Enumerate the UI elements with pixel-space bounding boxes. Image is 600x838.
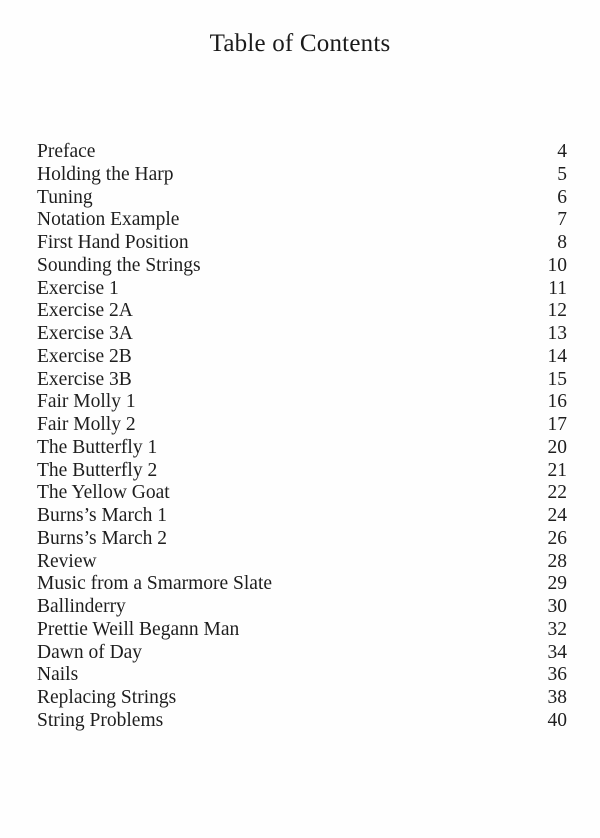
toc-entry: [37, 460, 567, 483]
toc-entry-title: Holding the Harp: [37, 163, 174, 185]
toc-entry-page: 32: [547, 618, 567, 640]
toc-entry-page: 34: [547, 641, 567, 663]
toc-entry: [37, 232, 567, 255]
toc-entry: [37, 687, 567, 710]
toc-entry-title: Preface: [37, 141, 96, 162]
toc-entry-page: 21: [547, 459, 567, 481]
toc-entry-page: 5: [557, 163, 567, 185]
toc-entry-title: First Hand Position: [37, 232, 189, 253]
toc-entry-title: Sounding the Strings: [37, 254, 201, 276]
toc-entry-page: 13: [547, 323, 567, 344]
toc-entry-page: 26: [547, 527, 567, 549]
toc-entry-title: The Butterfly 1: [37, 436, 158, 458]
toc-entry-title: Notation Example: [37, 209, 180, 231]
toc-entry-page: 12: [547, 300, 567, 322]
toc-entry-title: The Butterfly 2: [37, 459, 158, 481]
toc-entry-title: Exercise 3A: [37, 323, 133, 344]
toc-entry: [37, 437, 567, 460]
toc-entry: [37, 346, 567, 369]
toc-entry: [37, 596, 567, 619]
toc-entry: [37, 209, 567, 232]
toc-entry-title: Exercise 3B: [37, 368, 132, 390]
toc-entry: [37, 187, 567, 210]
toc-entry-title: Music from a Smarmore Slate: [37, 573, 273, 595]
toc-entry-title: Fair Molly 2: [37, 414, 136, 435]
toc-entry: [37, 619, 567, 642]
toc-entry-page: 30: [547, 596, 567, 617]
toc-entry-title: Dawn of Day: [37, 641, 143, 663]
toc-entry-title: Tuning: [37, 186, 93, 208]
toc-entry: [37, 414, 567, 437]
toc-entry-title: Replacing Strings: [37, 687, 177, 708]
toc-entry-title: Exercise 1: [37, 277, 119, 299]
toc-entry: [37, 505, 567, 528]
toc-entry: [37, 369, 567, 392]
toc-entry-page: 28: [547, 550, 567, 572]
toc-entry: [37, 255, 567, 278]
toc-entry-page: 10: [547, 254, 567, 276]
toc-entry-page: 4: [557, 141, 567, 162]
toc-entry: [37, 141, 567, 164]
toc-entry-page: 6: [557, 186, 567, 208]
toc-entry: [37, 482, 567, 505]
toc-entry: [37, 164, 567, 187]
toc-entry-title: Burns’s March 1: [37, 505, 167, 526]
toc-entry-page: 40: [547, 709, 567, 731]
toc-entry: [37, 551, 567, 574]
toc-entry-title: Exercise 2B: [37, 345, 132, 367]
toc-entry-page: 36: [547, 664, 567, 686]
toc-entry-page: 17: [547, 414, 567, 435]
toc-entry-page: 29: [547, 573, 567, 595]
toc-entry: [37, 391, 567, 414]
toc-entry-title: Exercise 2A: [37, 300, 133, 322]
toc-entry: [37, 710, 567, 733]
toc-entry-title: String Problems: [37, 709, 164, 731]
toc-entry-title: Prettie Weill Begann Man: [37, 618, 240, 640]
toc-entry-title: The Yellow Goat: [37, 482, 170, 504]
toc-entry-page: 7: [557, 209, 567, 231]
table-of-contents: [37, 141, 567, 733]
toc-entry: [37, 300, 567, 323]
toc-entry-page: 16: [547, 391, 567, 413]
toc-entry: [37, 642, 567, 665]
toc-entry: [37, 278, 567, 301]
page-title: Table of Contents: [209, 30, 391, 57]
toc-entry-page: 38: [547, 687, 567, 708]
toc-entry: [37, 323, 567, 346]
toc-entry-title: Fair Molly 1: [37, 391, 136, 413]
toc-entry: [37, 573, 567, 596]
toc-entry-title: Burns’s March 2: [37, 527, 167, 549]
toc-entry-title: Review: [37, 550, 97, 572]
toc-entry-page: 24: [547, 505, 567, 526]
toc-entry: [37, 528, 567, 551]
toc-entry-title: Nails: [37, 664, 79, 686]
toc-entry-page: 14: [547, 345, 567, 367]
toc-entry: [37, 664, 567, 687]
toc-entry-page: 11: [548, 277, 567, 299]
toc-entry-page: 8: [557, 232, 567, 253]
toc-entry-page: 22: [547, 482, 567, 504]
toc-entry-title: Ballinderry: [37, 596, 126, 617]
toc-entry-page: 15: [547, 368, 567, 390]
toc-entry-page: 20: [547, 436, 567, 458]
